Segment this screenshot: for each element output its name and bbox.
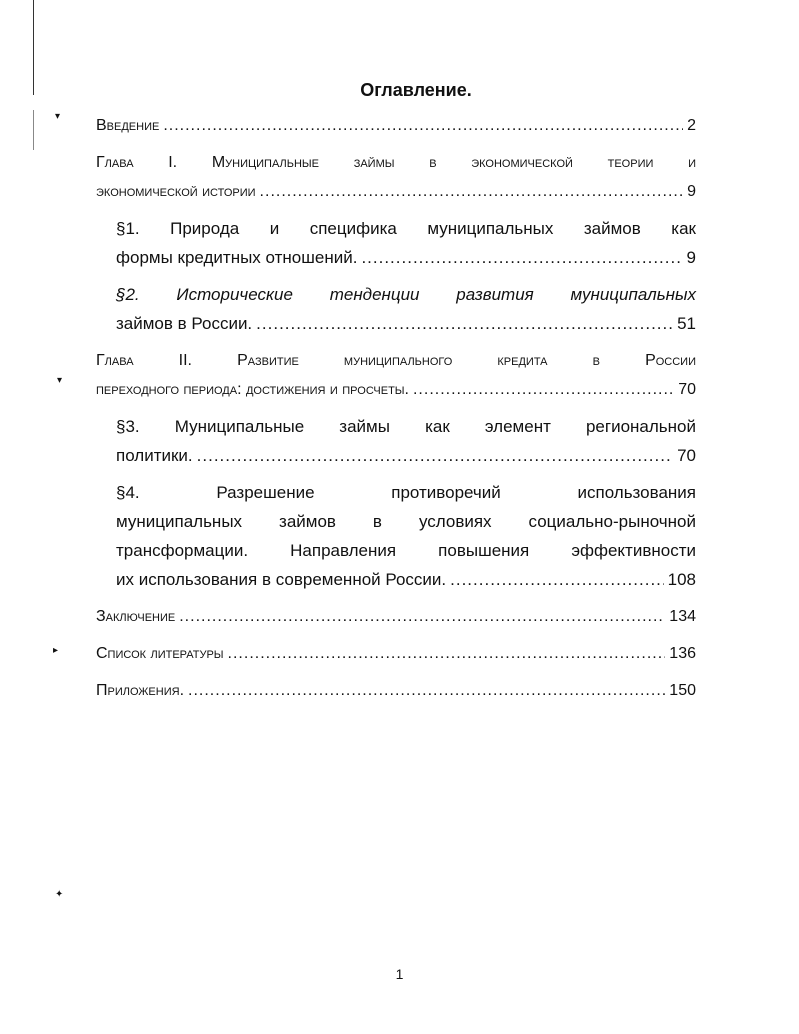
toc-entry-title: политики. <box>116 446 193 465</box>
toc-title: Оглавление. <box>360 80 472 100</box>
toc-entry-section-3[interactable] <box>116 412 696 470</box>
scan-mark: ✦ <box>55 889 64 900</box>
toc-entry-section-2[interactable] <box>116 280 696 338</box>
toc-entry-line <box>96 177 696 206</box>
toc-entry-bibliography[interactable] <box>96 639 696 668</box>
leader-dots <box>228 639 666 668</box>
page-number: 1 <box>395 966 404 982</box>
margin-binding-line <box>33 0 34 95</box>
toc-entry-title-line: муниципальных займов в условиях социально-рыночной <box>116 512 696 531</box>
toc-entry-introduction[interactable] <box>96 111 696 140</box>
toc-entry-title-line: §1. Природа и специфика муниципальных займов как <box>116 219 696 238</box>
toc-entry-page: 108 <box>667 570 696 589</box>
toc-entry-line <box>96 602 696 631</box>
toc-entry-title: экономической истории <box>96 183 256 200</box>
table-of-contents <box>96 80 696 713</box>
scan-mark: ▾ <box>57 375 63 386</box>
toc-entry-chapter-1[interactable] <box>96 148 696 206</box>
toc-entry-line <box>96 676 696 705</box>
toc-entry-page: 51 <box>677 314 696 333</box>
scan-mark: ▾ <box>55 111 61 122</box>
toc-entry-title-line: трансформации. Направления повышения эффективности <box>116 541 696 560</box>
toc-entry-title: Заключение <box>96 608 176 625</box>
toc-entry-page: 9 <box>687 183 696 200</box>
toc-entry-section-4[interactable] <box>116 478 696 594</box>
toc-entry-title: формы кредитных отношений. <box>116 248 358 267</box>
toc-entry-line <box>116 441 696 470</box>
toc-entry-page: 9 <box>686 248 696 267</box>
toc-entry-appendices[interactable] <box>96 676 696 705</box>
leader-dots <box>413 375 674 404</box>
toc-entry-conclusion[interactable] <box>96 602 696 631</box>
toc-entry-title: Список литературы <box>96 645 224 662</box>
leader-dots <box>163 111 683 140</box>
toc-entry-line <box>96 111 696 140</box>
toc-entry-title: их использования в современной России. <box>116 570 447 589</box>
toc-entry-line <box>96 375 696 404</box>
scan-mark: ▸ <box>53 645 59 656</box>
leader-dots <box>197 441 673 470</box>
toc-entry-title-line: Глава II. Развитие муниципального кредита в России <box>96 352 696 369</box>
toc-entry-page: 70 <box>678 381 696 398</box>
toc-entry-line <box>116 309 696 338</box>
toc-entry-title-line: §4. Разрешение противоречий использования <box>116 483 696 502</box>
leader-dots <box>188 676 665 705</box>
leader-dots <box>260 177 684 206</box>
margin-binding-line <box>33 110 34 150</box>
toc-entry-title: Приложения. <box>96 682 185 699</box>
leader-dots <box>450 565 663 594</box>
toc-entry-page: 134 <box>669 608 696 625</box>
toc-entry-page: 136 <box>669 645 696 662</box>
toc-entry-title-line: Глава I. Муниципальные займы в экономической теории и <box>96 154 696 171</box>
toc-entry-line <box>116 565 696 594</box>
toc-entry-page: 70 <box>677 446 696 465</box>
toc-entry-line <box>96 639 696 668</box>
toc-entry-title: переходного периода: достижения и просчеты. <box>96 381 409 398</box>
toc-entry-title: Введение <box>96 117 160 134</box>
toc-entry-chapter-2[interactable] <box>96 346 696 404</box>
leader-dots <box>179 602 665 631</box>
toc-entry-page: 2 <box>687 117 696 134</box>
toc-entry-title: займов в России. <box>116 314 253 333</box>
leader-dots <box>361 243 682 272</box>
toc-entry-title-line: §2. Исторические тенденции развития муниципальных <box>116 285 696 304</box>
toc-entry-section-1[interactable] <box>116 214 696 272</box>
toc-entry-line <box>116 243 696 272</box>
toc-entry-page: 150 <box>669 682 696 699</box>
leader-dots <box>256 309 673 338</box>
toc-entry-title-line: §3. Муниципальные займы как элемент региональной <box>116 417 696 436</box>
